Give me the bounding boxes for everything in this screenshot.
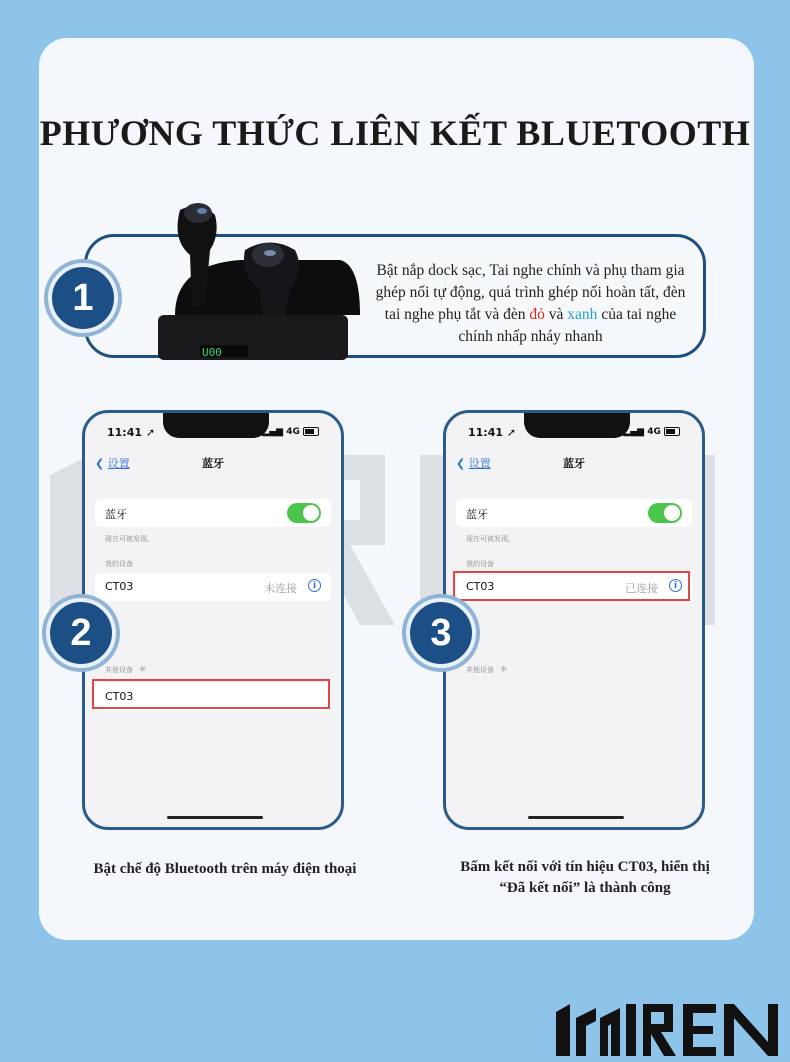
back-button[interactable]: ❮ 设置 — [95, 457, 130, 470]
device-name: CT03 — [105, 580, 134, 593]
discoverable-note: 现在可被发现。 — [105, 535, 154, 543]
blue-word: xanh — [567, 306, 598, 323]
status-signal: ▂▄▆ 4G — [262, 427, 319, 437]
my-devices-header: 我的设备 — [105, 560, 133, 568]
nav-title: 蓝牙 — [202, 457, 224, 470]
loading-spinner-icon: ✳ — [500, 665, 508, 675]
chevron-left-icon: ❮ — [95, 457, 105, 470]
page-title: PHƯƠNG THỨC LIÊN KẾT BLUETOOTH — [39, 113, 751, 153]
phone-mockup-step3 — [443, 410, 705, 830]
other-devices-header: 其他设备 ✳ — [466, 665, 508, 675]
highlight-other-device — [92, 679, 330, 709]
location-arrow-icon: ➚ — [145, 426, 156, 439]
info-icon[interactable]: i — [308, 579, 321, 592]
battery-icon — [303, 427, 319, 436]
device-status: 已连接 — [625, 582, 658, 595]
device-name: CT03 — [466, 580, 495, 593]
bluetooth-toggle-row — [456, 499, 692, 527]
step2-badge: 2 — [46, 598, 116, 668]
phone-mockup-step2 — [82, 410, 344, 830]
svg-text:U00: U00 — [202, 346, 222, 359]
bluetooth-toggle-row — [95, 499, 331, 527]
earbuds-case-image — [150, 195, 375, 360]
bluetooth-toggle[interactable] — [648, 503, 682, 523]
step3-badge: 3 — [406, 598, 476, 668]
battery-icon — [664, 427, 680, 436]
home-indicator — [528, 816, 624, 819]
loading-spinner-icon: ✳ — [139, 665, 147, 675]
location-arrow-icon: ➚ — [506, 426, 517, 439]
discoverable-note: 现在可被发现。 — [466, 535, 515, 543]
case-led-display — [202, 346, 222, 359]
step1-description: Bật nắp dock sạc, Tai nghe chính và phụ tham gia ghép nối tự động, quá trình ghép nối hoàn tất, đèn tai nghe phụ tắt và đèn đỏ và xanh của tai nghe chính nhấp nháy nhanh — [375, 262, 686, 345]
other-device-name: CT03 — [105, 690, 134, 703]
bluetooth-label: 蓝牙 — [466, 508, 488, 521]
step1-badge: 1 — [48, 263, 118, 333]
other-devices-header: 其他设备 ✳ — [105, 665, 147, 675]
status-time: 11:41 ➚ — [468, 426, 517, 439]
phone-notch — [524, 410, 630, 438]
brand-logo — [556, 1004, 780, 1056]
step3-caption: Bấm kết nối với tín hiệu CT03, hiển thị “Đã kết nối” là thành công — [460, 859, 710, 896]
nav-title: 蓝牙 — [563, 457, 585, 470]
phone-notch — [163, 410, 269, 438]
bluetooth-label: 蓝牙 — [105, 508, 127, 521]
step2-caption: Bật chế độ Bluetooth trên máy điện thoại — [93, 861, 357, 877]
info-icon[interactable]: i — [669, 579, 682, 592]
signal-icon: ▂▄▆ — [262, 427, 284, 437]
bluetooth-toggle[interactable] — [287, 503, 321, 523]
back-button[interactable]: ❮ 设置 — [456, 457, 491, 470]
red-word: đỏ — [529, 306, 545, 323]
highlight-connected-device — [453, 571, 690, 601]
chevron-left-icon: ❮ — [456, 457, 466, 470]
my-devices-header: 我的设备 — [466, 560, 494, 568]
device-row[interactable] — [95, 573, 331, 601]
home-indicator — [167, 816, 263, 819]
status-signal: ▂▄▆ 4G — [623, 427, 680, 437]
device-status: 未连接 — [264, 582, 297, 595]
status-time: 11:41 ➚ — [107, 426, 156, 439]
signal-icon: ▂▄▆ — [623, 427, 645, 437]
